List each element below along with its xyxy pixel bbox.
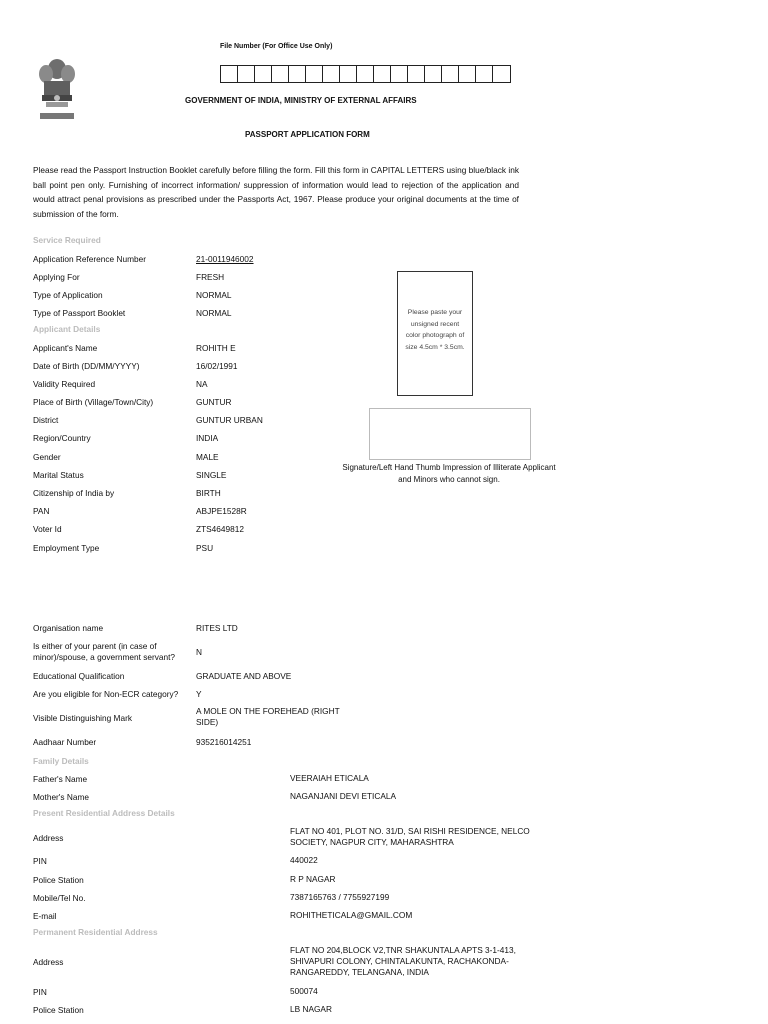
section-permanent-address: Permanent Residential Address — [33, 927, 158, 937]
field-label: Father's Name — [33, 774, 88, 784]
field-value: 440022 — [290, 855, 318, 865]
instructions-paragraph: Please read the Passport Instruction Booklet carefully before filling the form. Fill this form in CAPITAL LETTERS using blue/black ink ball point pen only. Furnishing of incorrect information/ suppression of information would lead to rejection of the application and would attract penal provisions as prescribed under the Passports Act, 1967. Please produce your original documents at the time of submission of the form. — [33, 165, 519, 219]
field-value: GRADUATE AND ABOVE — [196, 671, 292, 681]
field-label: Date of Birth (DD/MM/YYYY) — [33, 361, 140, 371]
field-label: Region/Country — [33, 433, 91, 443]
photo-box-text: Please paste your unsigned recent color photograph of size 4.5cm * 3.5cm. — [405, 309, 465, 351]
field-value: INDIA — [196, 433, 219, 443]
field-value: 21-0011946002 — [196, 254, 254, 264]
field-value: 7387165763 / 7755927199 — [290, 892, 390, 902]
field-value: ROHITH E — [196, 343, 236, 353]
field-value: R P NAGAR — [290, 874, 336, 884]
photo-box — [397, 271, 473, 396]
field-label: Address — [33, 833, 64, 843]
field-label: Gender — [33, 452, 61, 462]
field-value: MALE — [196, 452, 219, 462]
field-label: PIN — [33, 987, 47, 997]
field-value: A MOLE ON THE FOREHEAD (RIGHT SIDE) — [196, 706, 340, 727]
field-value: RITES LTD — [196, 623, 238, 633]
field-label: Validity Required — [33, 379, 96, 389]
field-value: 500074 — [290, 986, 318, 996]
field-label: Type of Passport Booklet — [33, 308, 126, 318]
field-value: NA — [196, 379, 208, 389]
field-label: Are you eligible for Non-ECR category? — [33, 689, 179, 699]
field-label: Police Station — [33, 875, 84, 885]
field-label: Mother's Name — [33, 792, 89, 802]
field-label: Employment Type — [33, 543, 100, 553]
national-emblem-icon — [32, 55, 82, 127]
field-label: Organisation name — [33, 623, 104, 633]
field-label: Type of Application — [33, 290, 103, 300]
field-label: E-mail — [33, 911, 57, 921]
field-value: FLAT NO 401, PLOT NO. 31/D, SAI RISHI RESIDENCE, NELCO SOCIETY, NAGPUR CITY, MAHARASHTRA — [290, 826, 530, 847]
field-label: Marital Status — [33, 470, 84, 480]
section-applicant-details: Applicant Details — [33, 324, 101, 334]
file-number-label: File Number (For Office Use Only) — [220, 43, 333, 50]
field-value: NAGANJANI DEVI ETICALA — [290, 791, 397, 801]
section-service-required: Service Required — [33, 235, 101, 245]
government-title: GOVERNMENT OF INDIA, MINISTRY OF EXTERNAL AFFAIRS — [185, 96, 417, 105]
field-label: Is either of your parent (in case of minor)/spouse, a government servant? — [33, 641, 176, 662]
field-label: Applicant's Name — [33, 343, 98, 353]
field-value: VEERAIAH ETICALA — [290, 773, 369, 783]
signature-box — [369, 408, 531, 460]
field-value: Y — [196, 689, 202, 699]
field-value: NORMAL — [196, 290, 232, 300]
field-value: ZTS4649812 — [196, 524, 244, 534]
field-value: 16/02/1991 — [196, 361, 238, 371]
field-value: SINGLE — [196, 470, 227, 480]
field-value: GUNTUR — [196, 397, 232, 407]
field-value: ABJPE1528R — [196, 506, 247, 516]
field-label: Applying For — [33, 272, 80, 282]
field-label: PIN — [33, 856, 47, 866]
field-value: ROHITHETICALA@GMAIL.COM — [290, 910, 413, 920]
form-title: PASSPORT APPLICATION FORM — [245, 130, 370, 139]
field-label: Place of Birth (Village/Town/City) — [33, 397, 154, 407]
field-value: N — [196, 647, 202, 657]
field-label: Aadhaar Number — [33, 737, 97, 747]
field-value: BIRTH — [196, 488, 221, 498]
field-value: LB NAGAR — [290, 1004, 332, 1014]
field-label: Police Station — [33, 1005, 84, 1015]
field-value: PSU — [196, 543, 214, 553]
field-value: 935216014251 — [196, 737, 252, 747]
field-label: Address — [33, 957, 64, 967]
file-number-boxes — [220, 65, 511, 83]
field-label: PAN — [33, 506, 50, 516]
field-value: FLAT NO 204,BLOCK V2,TNR SHAKUNTALA APTS 3-1-413, SHIVAPURI COLONY, CHINTALAKUNTA, RACHAKONDA-RANGAREDDY, TELANGANA, INDIA — [290, 945, 516, 977]
field-label: District — [33, 415, 59, 425]
field-label: Voter Id — [33, 524, 62, 534]
signature-box-text: Signature/Left Hand Thumb Impression of Illiterate Applicant and Minors who cannot sign. — [342, 463, 556, 484]
field-value: GUNTUR URBAN — [196, 415, 263, 425]
field-label: Mobile/Tel No. — [33, 893, 86, 903]
field-label: Visible Distinguishing Mark — [33, 713, 132, 723]
section-family-details: Family Details — [33, 756, 89, 766]
field-label: Educational Qualification — [33, 671, 125, 681]
field-label: Citizenship of India by — [33, 488, 115, 498]
field-value: NORMAL — [196, 308, 232, 318]
field-label: Application Reference Number — [33, 254, 146, 264]
section-present-address: Present Residential Address Details — [33, 808, 175, 818]
field-value: FRESH — [196, 272, 225, 282]
